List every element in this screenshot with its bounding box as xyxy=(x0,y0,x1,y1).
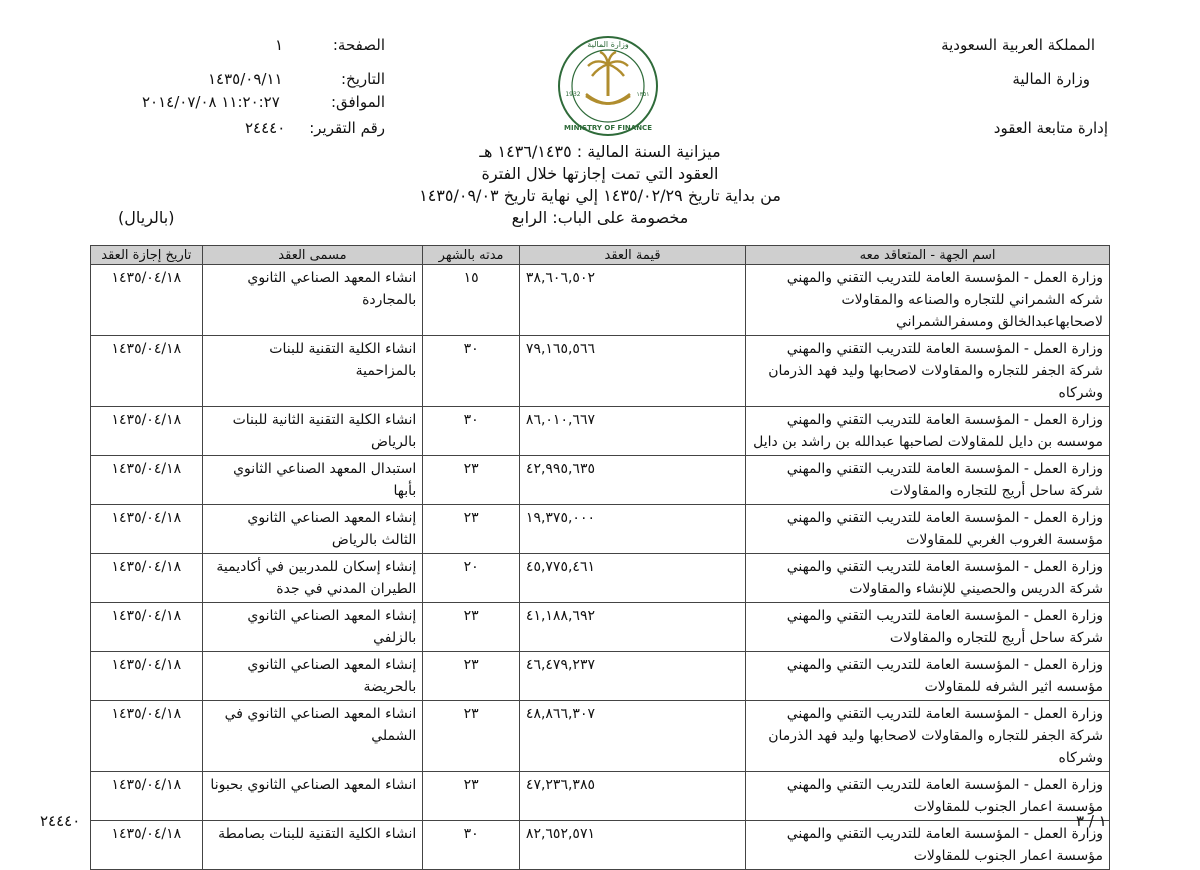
contract-name-cell: انشاء المعهد الصناعي الثانوي بحبونا xyxy=(202,772,423,821)
emblem-year-right: ١٣٥١ xyxy=(636,91,650,98)
ministry-emblem xyxy=(556,34,660,138)
table-row xyxy=(91,652,1110,701)
corresponding-label: الموافق: xyxy=(330,93,385,111)
contract-value-cell xyxy=(519,701,745,772)
party-entity: وزارة العمل - المؤسسة العامة للتدريب التقني والمهني xyxy=(786,657,1103,673)
contract-name-cell: انشاء الكلية التقنية للبنات بالمزاحمية xyxy=(202,336,423,407)
contract-value-cell xyxy=(519,821,745,870)
party-entity: وزارة العمل - المؤسسة العامة للتدريب التقني والمهني xyxy=(786,270,1103,286)
party-contractor: مؤسسه اثير الشرفه للمقاولات xyxy=(924,679,1103,695)
contracts-table xyxy=(90,245,1110,870)
contract-value-cell xyxy=(519,336,745,407)
header-date: تاريخ إجازة العقد xyxy=(91,246,203,265)
duration-cell: ٣٠ xyxy=(423,407,520,456)
contract-value-cell xyxy=(519,554,745,603)
emblem-year-left: 1932 xyxy=(565,91,581,98)
duration-cell: ٢٣ xyxy=(423,652,520,701)
table-row xyxy=(91,407,1110,456)
currency-note: (بالريال) xyxy=(118,208,175,227)
approval-date-cell: ١٤٣٥/٠٤/١٨ xyxy=(91,652,203,701)
party-cell xyxy=(746,652,1110,701)
page-label: الصفحة: xyxy=(332,36,385,54)
footer-page-count: ١ / ٣ xyxy=(1076,812,1107,830)
party-entity: وزارة العمل - المؤسسة العامة للتدريب التقني والمهني xyxy=(786,777,1103,793)
kingdom-name: المملكة العربية السعودية xyxy=(941,36,1095,54)
party-contractor: مؤسسة الغروب الغربي للمقاولات xyxy=(906,532,1103,548)
report-number-value: ٢٤٤٤٠ xyxy=(245,119,286,137)
party-entity: وزارة العمل - المؤسسة العامة للتدريب التقني والمهني xyxy=(786,608,1103,624)
duration-cell: ٢٣ xyxy=(423,456,520,505)
contract-value: ٨٢,٦٥٢,٥٧١ xyxy=(525,826,595,842)
report-title-chapter: مخصومة على الباب: الرابع xyxy=(511,208,689,227)
table-row xyxy=(91,336,1110,407)
approval-date-cell: ١٤٣٥/٠٤/١٨ xyxy=(91,505,203,554)
header-value: قيمة العقد xyxy=(519,246,745,265)
contract-value-cell xyxy=(519,407,745,456)
report-number-label: رقم التقرير: xyxy=(309,119,385,137)
table-row xyxy=(91,265,1110,336)
contract-name-cell: انشاء الكلية التقنية الثانية للبنات بالرياض xyxy=(202,407,423,456)
report-title-contracts: العقود التي تمت إجازتها خلال الفترة xyxy=(481,164,719,183)
contract-value: ٤٨,٨٦٦,٣٠٧ xyxy=(525,706,595,722)
emblem-text-top: وزارة المالية xyxy=(587,40,629,49)
contract-name-cell: استبدال المعهد الصناعي الثانوي بأبها xyxy=(202,456,423,505)
contract-name-cell: إنشاء المعهد الصناعي الثانوي بالحريضة xyxy=(202,652,423,701)
party-contractor: شركة ساحل أريج للتجاره والمقاولات xyxy=(889,630,1103,646)
table-header-row xyxy=(91,246,1110,265)
approval-date-cell: ١٤٣٥/٠٤/١٨ xyxy=(91,456,203,505)
duration-cell: ٣٠ xyxy=(423,821,520,870)
duration-cell: ١٥ xyxy=(423,265,520,336)
party-cell xyxy=(746,265,1110,336)
contract-value-cell xyxy=(519,505,745,554)
contract-name-cell: إنشاء المعهد الصناعي الثانوي بالزلفي xyxy=(202,603,423,652)
approval-date-cell: ١٤٣٥/٠٤/١٨ xyxy=(91,554,203,603)
contract-value: ٤٦,٤٧٩,٢٣٧ xyxy=(525,657,595,673)
contract-value: ٧٩,١٦٥,٥٦٦ xyxy=(525,341,595,357)
party-cell xyxy=(746,407,1110,456)
party-contractor: شركة ساحل أريج للتجاره والمقاولات xyxy=(889,483,1103,499)
report-title-period: من بداية تاريخ ١٤٣٥/٠٢/٢٩ إلي نهاية تاريخ ١٤٣٥/٠٩/٠٣ xyxy=(419,186,781,205)
contract-value-cell xyxy=(519,265,745,336)
approval-date-cell: ١٤٣٥/٠٤/١٨ xyxy=(91,603,203,652)
duration-cell: ٢٣ xyxy=(423,701,520,772)
table-row xyxy=(91,603,1110,652)
table-row xyxy=(91,701,1110,772)
footer-report-number: ٢٤٤٤٠ xyxy=(40,812,81,830)
party-cell xyxy=(746,336,1110,407)
contract-value: ٤٢,٩٩٥,٦٣٥ xyxy=(525,461,595,477)
contract-value: ٤١,١٨٨,٦٩٢ xyxy=(525,608,595,624)
party-cell xyxy=(746,701,1110,772)
contract-value: ٣٨,٦٠٦,٥٠٢ xyxy=(525,270,595,286)
duration-cell: ٢٠ xyxy=(423,554,520,603)
contract-value-cell xyxy=(519,652,745,701)
approval-date-cell: ١٤٣٥/٠٤/١٨ xyxy=(91,772,203,821)
table-row xyxy=(91,554,1110,603)
party-entity: وزارة العمل - المؤسسة العامة للتدريب التقني والمهني xyxy=(786,559,1103,575)
contract-name-cell: إنشاء المعهد الصناعي الثانوي الثالث بالرياض xyxy=(202,505,423,554)
contract-value: ٤٧,٢٣٦,٣٨٥ xyxy=(525,777,595,793)
date-label: التاريخ: xyxy=(341,70,385,88)
approval-date-cell: ١٤٣٥/٠٤/١٨ xyxy=(91,336,203,407)
header-contract-name: مسمى العقد xyxy=(202,246,423,265)
table-row xyxy=(91,772,1110,821)
party-entity: وزارة العمل - المؤسسة العامة للتدريب التقني والمهني xyxy=(786,341,1103,357)
approval-date-cell: ١٤٣٥/٠٤/١٨ xyxy=(91,265,203,336)
duration-cell: ٢٣ xyxy=(423,505,520,554)
page-value: ١ xyxy=(275,36,284,54)
contract-value: ٤٥,٧٧٥,٤٦١ xyxy=(525,559,595,575)
party-contractor: شركة الجفر للتجاره والمقاولات لاصحابها وليد فهد الذرمان وشركاه xyxy=(768,728,1103,766)
contract-name-cell: إنشاء إسكان للمدربين في أكاديمية الطيران المدني في جدة xyxy=(202,554,423,603)
contract-name-cell: انشاء الكلية التقنية للبنات بصامطة xyxy=(202,821,423,870)
approval-date-cell: ١٤٣٥/٠٤/١٨ xyxy=(91,407,203,456)
party-contractor: مؤسسة اعمار الجنوب للمقاولات xyxy=(913,848,1103,864)
report-title-budget: ميزانية السنة المالية : ١٤٣٦/١٤٣٥ هـ xyxy=(479,142,721,161)
emblem-text-bottom: MINISTRY OF FINANCE xyxy=(564,124,652,132)
party-contractor: شركة الجفر للتجاره والمقاولات لاصحابها وليد فهد الذرمان وشركاه xyxy=(768,363,1103,401)
party-contractor: مؤسسة اعمار الجنوب للمقاولات xyxy=(913,799,1103,815)
party-cell xyxy=(746,821,1110,870)
contract-name-cell: انشاء المعهد الصناعي الثانوي بالمجاردة xyxy=(202,265,423,336)
contract-value-cell xyxy=(519,603,745,652)
contract-value: ١٩,٣٧٥,٠٠٠ xyxy=(525,510,595,526)
party-contractor: شركه الشمراني للتجاره والصناعه والمقاولات لاصحابهاعبدالخالق ومسفرالشمراني xyxy=(841,292,1103,330)
party-cell xyxy=(746,505,1110,554)
contract-value-cell xyxy=(519,456,745,505)
party-cell xyxy=(746,456,1110,505)
party-cell xyxy=(746,554,1110,603)
duration-cell: ٢٣ xyxy=(423,603,520,652)
contract-value-cell xyxy=(519,772,745,821)
duration-cell: ٢٣ xyxy=(423,772,520,821)
contract-name-cell: انشاء المعهد الصناعي الثانوي في الشملي xyxy=(202,701,423,772)
party-cell xyxy=(746,772,1110,821)
department-name: إدارة متابعة العقود xyxy=(993,119,1108,137)
approval-date-cell: ١٤٣٥/٠٤/١٨ xyxy=(91,821,203,870)
party-entity: وزارة العمل - المؤسسة العامة للتدريب التقني والمهني xyxy=(786,412,1103,428)
party-entity: وزارة العمل - المؤسسة العامة للتدريب التقني والمهني xyxy=(786,826,1103,842)
corresponding-value: ١١:٢٠:٢٧ ٢٠١٤/٠٧/٠٨ xyxy=(142,93,280,111)
party-entity: وزارة العمل - المؤسسة العامة للتدريب التقني والمهني xyxy=(786,461,1103,477)
contract-value: ٨٦,٠١٠,٦٦٧ xyxy=(525,412,595,428)
duration-cell: ٣٠ xyxy=(423,336,520,407)
party-entity: وزارة العمل - المؤسسة العامة للتدريب التقني والمهني xyxy=(786,706,1103,722)
table-row xyxy=(91,505,1110,554)
header-duration: مدته بالشهر xyxy=(423,246,520,265)
date-value: ١٤٣٥/٠٩/١١ xyxy=(208,70,283,88)
party-contractor: موسسه بن دايل للمقاولات لصاحبها عبدالله بن راشد بن دايل xyxy=(753,434,1103,450)
table-row xyxy=(91,821,1110,870)
party-entity: وزارة العمل - المؤسسة العامة للتدريب التقني والمهني xyxy=(786,510,1103,526)
header-party: اسم الجهة - المتعاقد معه xyxy=(746,246,1110,265)
ministry-name: وزارة المالية xyxy=(1012,70,1090,88)
table-row xyxy=(91,456,1110,505)
party-contractor: شركة الدريس والحصيني للإنشاء والمقاولات xyxy=(849,581,1103,597)
party-cell xyxy=(746,603,1110,652)
approval-date-cell: ١٤٣٥/٠٤/١٨ xyxy=(91,701,203,772)
